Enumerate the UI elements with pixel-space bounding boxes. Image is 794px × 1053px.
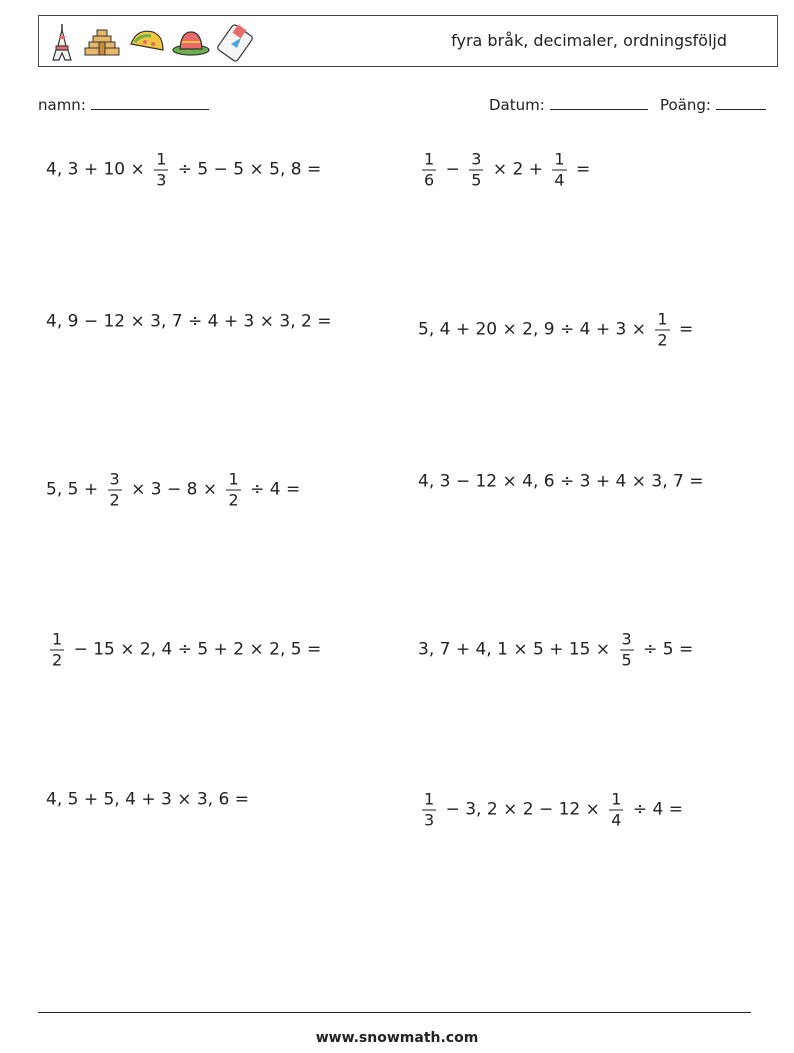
problem-3: [46, 311, 332, 332]
expression-text: − 15 × 2, 4 ÷ 5 + 2 × 2, 5 =: [68, 639, 322, 660]
problem-1: [46, 149, 322, 190]
expression-text: 4, 5 + 5, 4 + 3 × 3, 6 =: [46, 789, 249, 810]
fraction-numerator: 1: [657, 309, 668, 329]
problem-10: [418, 789, 683, 830]
fraction-numerator: 1: [156, 149, 167, 169]
fraction: [154, 149, 168, 190]
problem-4: [418, 309, 694, 350]
problem-6: [418, 471, 704, 492]
expression-text: 5, 4 + 20 × 2, 9 ÷ 4 + 3 ×: [418, 319, 652, 340]
pyramid-icon: [81, 22, 123, 62]
fraction: [108, 469, 122, 510]
expression-text: 4, 3 − 12 × 4, 6 ÷ 3 + 4 × 3, 7 =: [418, 471, 704, 492]
expression-text: × 3 − 8 ×: [125, 479, 223, 500]
name-label: namn:: [38, 96, 86, 114]
expression-text: =: [673, 319, 694, 340]
date-field[interactable]: [489, 95, 648, 114]
problem-2: [418, 149, 591, 190]
footer-divider: [38, 1012, 751, 1013]
ticket-icon: [215, 22, 255, 62]
fraction-numerator: 1: [52, 629, 63, 649]
expression-text: =: [570, 159, 591, 180]
fraction-denominator: 3: [156, 170, 167, 190]
problem-8: [418, 629, 694, 670]
problem-5: [46, 469, 301, 510]
score-label: Poäng:: [660, 96, 711, 114]
fraction-numerator: 3: [109, 469, 120, 489]
date-label: Datum:: [489, 96, 545, 114]
fraction: [226, 469, 240, 510]
name-field[interactable]: [38, 95, 209, 114]
fraction-numerator: 3: [621, 629, 632, 649]
fraction-numerator: 1: [228, 469, 239, 489]
fraction-denominator: 5: [471, 170, 482, 190]
fraction-denominator: 4: [611, 810, 622, 830]
problem-7: [46, 629, 322, 670]
fraction-denominator: 6: [424, 170, 435, 190]
fraction-denominator: 5: [621, 650, 632, 670]
expression-text: − 3, 2 × 2 − 12 ×: [440, 799, 606, 820]
expression-text: ÷ 4 =: [627, 799, 683, 820]
expression-text: ÷ 4 =: [244, 479, 301, 500]
expression-text: 5, 5 +: [46, 479, 104, 500]
taco-icon: [127, 22, 167, 62]
fraction: [655, 309, 669, 350]
fraction-denominator: 2: [228, 490, 239, 510]
sombrero-icon: [171, 22, 211, 62]
expression-text: −: [440, 159, 466, 180]
fraction-numerator: 1: [424, 789, 435, 809]
header-icons: [47, 22, 255, 62]
expression-text: 3, 7 + 4, 1 × 5 + 15 ×: [418, 639, 616, 660]
expression-text: 4, 3 + 10 ×: [46, 159, 151, 180]
fraction-denominator: 4: [554, 170, 565, 190]
date-line[interactable]: [550, 95, 648, 110]
tower-icon: [47, 22, 77, 62]
fraction: [469, 149, 483, 190]
fraction: [422, 789, 436, 830]
fraction: [620, 629, 634, 670]
fraction: [422, 149, 436, 190]
score-line[interactable]: [716, 95, 766, 110]
fraction-numerator: 1: [424, 149, 435, 169]
expression-text: ÷ 5 − 5 × 5, 8 =: [172, 159, 322, 180]
fraction: [552, 149, 566, 190]
fraction-denominator: 2: [657, 330, 668, 350]
header-box: [38, 15, 778, 67]
name-line[interactable]: [91, 95, 209, 110]
fraction-numerator: 3: [471, 149, 482, 169]
score-field[interactable]: [660, 95, 766, 114]
fraction-denominator: 2: [109, 490, 120, 510]
expression-text: 4, 9 − 12 × 3, 7 ÷ 4 + 3 × 3, 2 =: [46, 311, 332, 332]
expression-text: × 2 +: [487, 159, 549, 180]
fraction-numerator: 1: [554, 149, 565, 169]
footer-url: www.snowmath.com: [315, 1030, 479, 1046]
fraction: [50, 629, 64, 670]
fraction-numerator: 1: [611, 789, 622, 809]
expression-text: ÷ 5 =: [637, 639, 694, 660]
fraction-denominator: 2: [52, 650, 63, 670]
fraction-denominator: 3: [424, 810, 435, 830]
fraction: [609, 789, 623, 830]
worksheet-title: fyra bråk, decimaler, ordningsföljd: [451, 31, 727, 50]
problem-9: [46, 789, 249, 810]
